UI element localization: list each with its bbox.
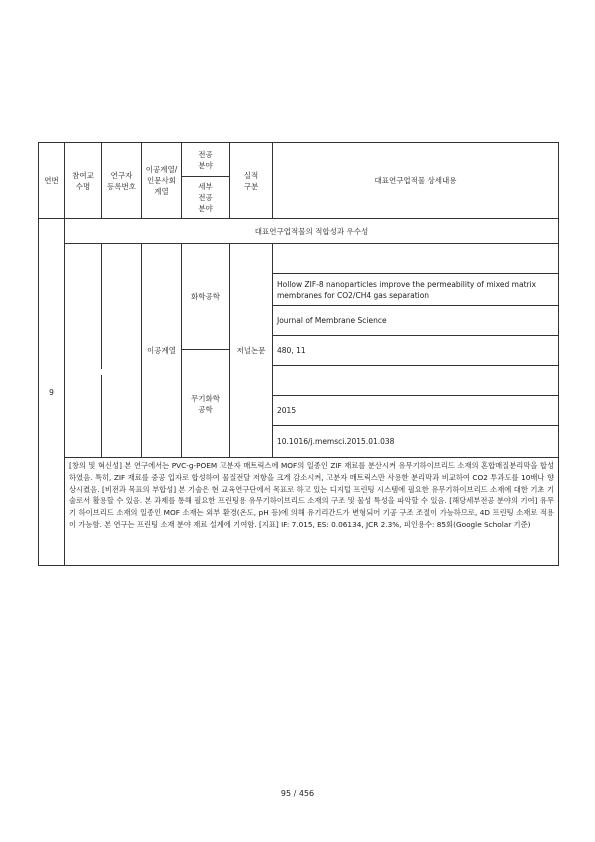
entry-type: 저널논문: [230, 244, 273, 458]
detail-title: Hollow ZIF-8 nanoparticles improve the permeability of mixed matrix membranes for CO2/CH4 gas separation: [273, 274, 559, 306]
header-type: 실적 구분: [230, 143, 273, 219]
entry-major: 화학공학: [182, 244, 230, 350]
entry-field: 이공계열: [142, 244, 182, 458]
header-participant: 참여교 수명: [65, 143, 102, 219]
detail-year: 2015: [273, 396, 559, 426]
entry-sub-major: 무기화학 공학: [182, 350, 230, 458]
achievement-table: [38, 142, 559, 566]
researcher-id-cell: [102, 244, 142, 458]
header-sub-major: 세부 전공 분야: [182, 177, 230, 219]
participant-cell: [65, 244, 102, 458]
detail-volume-pages: 480, 11: [273, 336, 559, 366]
achievement-description: [창의 및 혁신성] 본 연구에서는 PVC-g-POEM 고분자 매트릭스에 MOF의 일종인 ZIF 재료를 분산시켜 유무기하이브리드 소재의 혼합매질분리막을 합성하였음. 특히, ZIF 재료를 중공 입자로 합성하여 물질전달 저항을 크게 감소시켜, 고분자 매트릭스만 사용한 분리막과 비교하여 CO2 투과도를 10배나 향상시켰음. [비전과 목표의 부합성] 본 기술은 현 교육연구단에서 목표로 하고 있는 디지털 프린팅 시스템에 필요한 유무기하이브리드 소재에 대한 기초 기술로서 활용할 수 있음. 본 과제를 통해 필요한 프린팅용 유무기하이브리드 소재의 구조 및 물성 특성을 파악할 수 있음. [해당세부전공 분야의 기여] 유무기 하이브리드 소재의 일종인 MOF 소재는 외부 환경(온도, pH 등)에 의해 유기리간드가 변형되어 기공 구조 조절이 가능하므로, 4D 프린팅 소재로 적용이 가능함. 본 연구는 프린팅 소재 분야 재료 설계에 기여함. [지표] IF: 7.015, ES: 0.06134, JCR 2.3%, 피인용수: 85회(Google Scholar 기준): [65, 458, 559, 566]
page-number: 95 / 456: [280, 789, 315, 798]
redaction-gap: [100, 369, 111, 375]
header-field: 이공계열/ 인문사회 계열: [142, 143, 182, 219]
detail-journal: Journal of Membrane Science: [273, 306, 559, 336]
header-researcher-id: 연구자 등록번호: [102, 143, 142, 219]
header-detail: 대표연구업적물 상세내용: [273, 143, 559, 219]
detail-doi: 10.1016/j.memsci.2015.01.038: [273, 426, 559, 458]
detail-row-blank-2: [273, 366, 559, 396]
header-major: 전공 분야: [182, 143, 230, 177]
header-seq: 연번: [39, 143, 65, 219]
entry-seq: 9: [39, 219, 65, 566]
detail-row-blank-1: [273, 244, 559, 274]
suitability-header: 대표연구업적물의 적합성과 우수성: [65, 219, 559, 244]
